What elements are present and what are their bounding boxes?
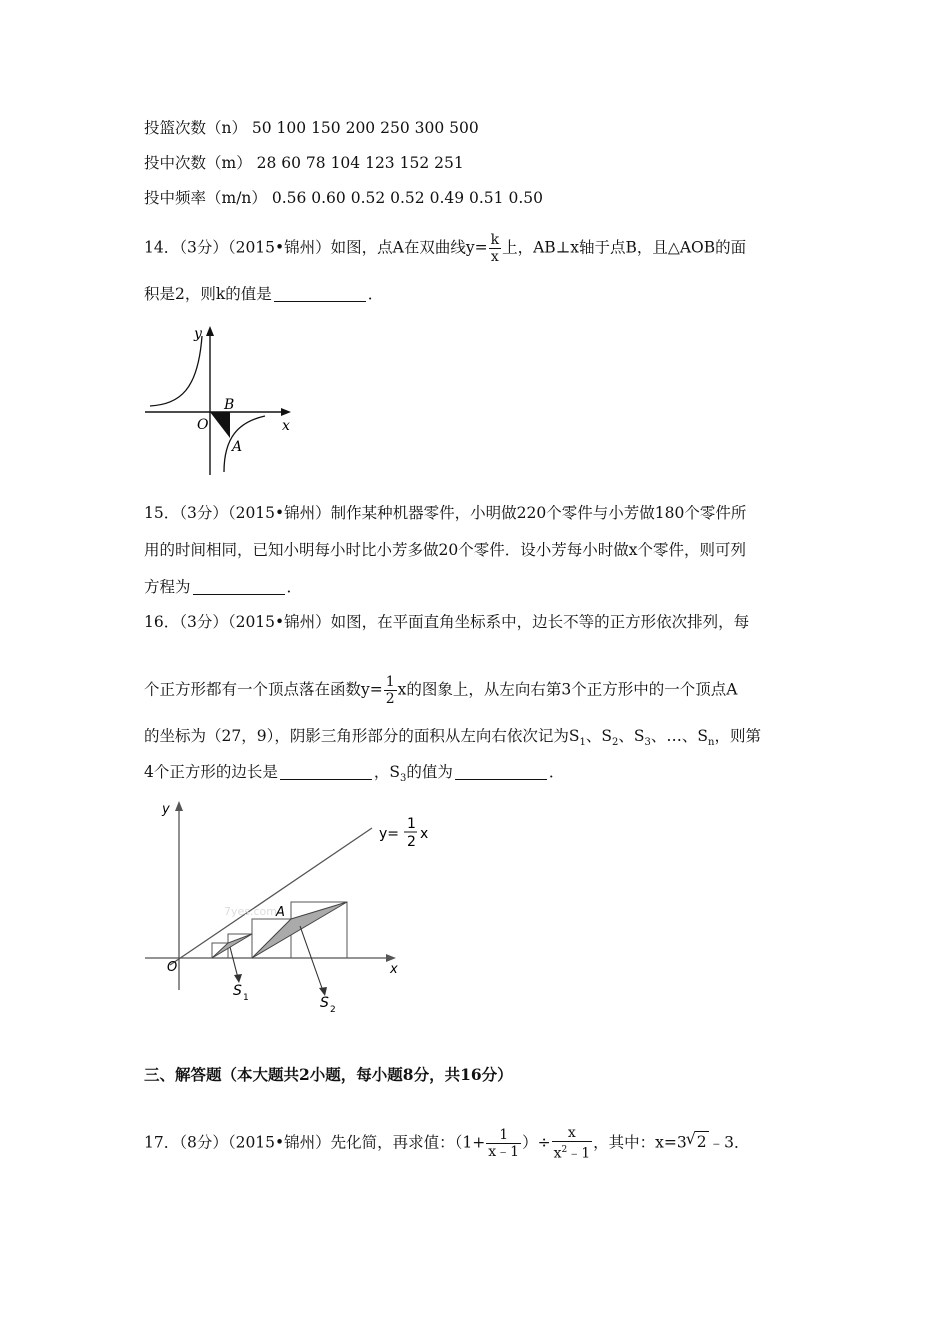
q17-sqrt-icon: √ [685, 1129, 696, 1149]
q17-f2-den [552, 1142, 593, 1162]
q16-text-s3: ，S [373, 763, 400, 781]
q16-label-x: x [390, 962, 398, 977]
q16-label-s1-sub: 1 [243, 993, 249, 1003]
q17-sqrt [685, 1129, 709, 1152]
q16-eq-label: y= [379, 826, 400, 842]
q16-label-s1: S [233, 983, 242, 999]
q14-label-o: O [197, 417, 209, 433]
q16-text-post: x的图象上，从左向右第3个正方形中的一个顶点A [397, 680, 738, 699]
q16-line2 [144, 674, 737, 707]
q17-sqrt-value: 2 [696, 1133, 707, 1152]
q14-y-arrow-icon [206, 326, 214, 336]
q15-line2: 用的时间相同，已知小明每小时比小芳多做20个零件．设小芳每小时做x个零件，则可列 [144, 541, 746, 559]
q16-eq-num: 1 [407, 816, 416, 832]
q16-frac-den: 2 [385, 691, 395, 707]
q14-text-pre: 14．（3分）（2015•锦州）如图，点A在双曲线y= [144, 238, 488, 257]
q16-s2-sub: 2 [611, 737, 619, 749]
q17-f2-den-base: x [553, 1145, 562, 1162]
q16-text-line3: 的坐标为（27，9），阴影三角形部分的面积从左向右依次记为S [144, 727, 580, 745]
q17-fraction-2 [552, 1125, 593, 1162]
q16-line1: 16．（3分）（2015•锦州）如图，在平面直角坐标系中，边长不等的正方形依次排列，每 [144, 613, 750, 631]
q14-x-arrow-icon [281, 408, 291, 416]
q16-y-arrow-icon [175, 801, 183, 811]
q14-curve-left [150, 336, 202, 406]
q16-s1-sub: 1 [579, 737, 586, 749]
q17-f2-num: x [552, 1125, 593, 1142]
q15-line1: 15．（3分）（2015•锦州）制作某种机器零件，小明做220个零件与小芳做180个零件所 [144, 504, 747, 522]
q14-curve-right [224, 416, 265, 472]
q15-end: ． [286, 578, 303, 596]
q14-text-line2: 积是2，则k的值是 [144, 285, 272, 303]
q14-frac-num: k [490, 232, 500, 248]
q16-sep-4: 、 [681, 727, 698, 745]
q16-figure [140, 795, 460, 1020]
q16-sep-1: 、 [585, 727, 602, 745]
q14-label-y: y [194, 326, 202, 342]
table-row-frequency: 投中频率（m/n） 0.56 0.60 0.52 0.52 0.49 0.51 0.50 [144, 189, 543, 207]
q16-eq-den: 2 [407, 834, 416, 850]
q16-ellipsis: … [666, 727, 682, 745]
q14-fraction [489, 232, 501, 265]
table-row-shots: 投篮次数（n） 50 100 150 200 250 300 500 [144, 119, 479, 137]
q14-end: ． [367, 285, 384, 303]
q16-sn-sub: n [708, 737, 715, 749]
q17-text-pre: 17．（8分）（2015•锦州）先化简，再求值：（1+ [144, 1133, 486, 1152]
q17-f1-num: 1 [486, 1127, 521, 1144]
q17-f2-den-tail: ﹣1 [567, 1145, 591, 1162]
table-row-hits: 投中次数（m） 28 60 78 104 123 152 251 [144, 154, 464, 172]
q17-f2-den-exp: 2 [561, 1145, 568, 1155]
q16-text-line3-tail: ，则第 [714, 727, 761, 745]
q16-frac-num: 1 [385, 674, 395, 690]
q14-label-x: x [282, 418, 290, 434]
q16-label-s2: S [320, 995, 329, 1011]
q17-text-tail: ﹣3． [708, 1133, 750, 1152]
q15-answer-blank [193, 578, 285, 595]
q16-text-line4: 4个正方形的边长是 [144, 763, 278, 781]
q14-line1 [144, 232, 746, 265]
q16-label-y: y [162, 802, 170, 817]
q17-text-post: ，其中：x=3 [593, 1133, 687, 1152]
q16-answer-blank-1 [280, 763, 372, 780]
q14-answer-blank [274, 285, 366, 302]
q14-frac-den: x [490, 249, 499, 265]
q17-line [144, 1125, 750, 1162]
q16-line4 [144, 762, 564, 789]
q16-text-pre: 个正方形都有一个顶点落在函数y= [144, 680, 383, 699]
q16-arrow-s1 [230, 947, 238, 978]
q16-watermark: 7yes.com [224, 905, 277, 918]
q16-s3-sub-2: 3 [400, 773, 407, 785]
q17-text-mid: ）÷ [522, 1133, 551, 1152]
q16-fraction [384, 674, 397, 707]
q16-label-a: A [276, 905, 285, 920]
q14-label-b: B [224, 397, 235, 413]
q16-text-line4-post: 的值为 [406, 763, 453, 781]
q16-arrow-s1-head-icon [234, 974, 242, 983]
q16-label-o: O [167, 960, 178, 975]
q15-text-line3: 方程为 [144, 578, 191, 596]
q17-fraction-1 [486, 1127, 521, 1160]
q16-sep-2: 、 [618, 727, 634, 745]
q16-s3-sub: 3 [644, 737, 651, 749]
q14-triangle-aob [210, 412, 230, 438]
q14-figure [140, 320, 300, 480]
q16-x-arrow-icon [386, 954, 396, 962]
q16-sep-3: 、 [650, 727, 667, 745]
q14-label-a: A [232, 439, 243, 455]
q16-label-s2-sub: 2 [330, 1005, 336, 1015]
section-3-heading: 三、解答题（本大题共2小题，每小题8分，共16分） [144, 1065, 513, 1084]
q16-line3: 的坐标为（27，9），阴影三角形部分的面积从左向右依次记为$S_1$、$S_2$、$S_3$、…、$S_n$，则第 [144, 727, 761, 749]
q14-line2 [144, 284, 383, 304]
q14-text-post: 上，AB⊥x轴于点B，且△AOB的面 [502, 238, 747, 257]
q16-answer-blank-2 [455, 763, 547, 780]
q16-eq-x: x [420, 826, 429, 842]
q17-f1-den: x﹣1 [488, 1143, 520, 1160]
q16-end: ． [548, 763, 565, 781]
q15-line3 [144, 577, 302, 597]
